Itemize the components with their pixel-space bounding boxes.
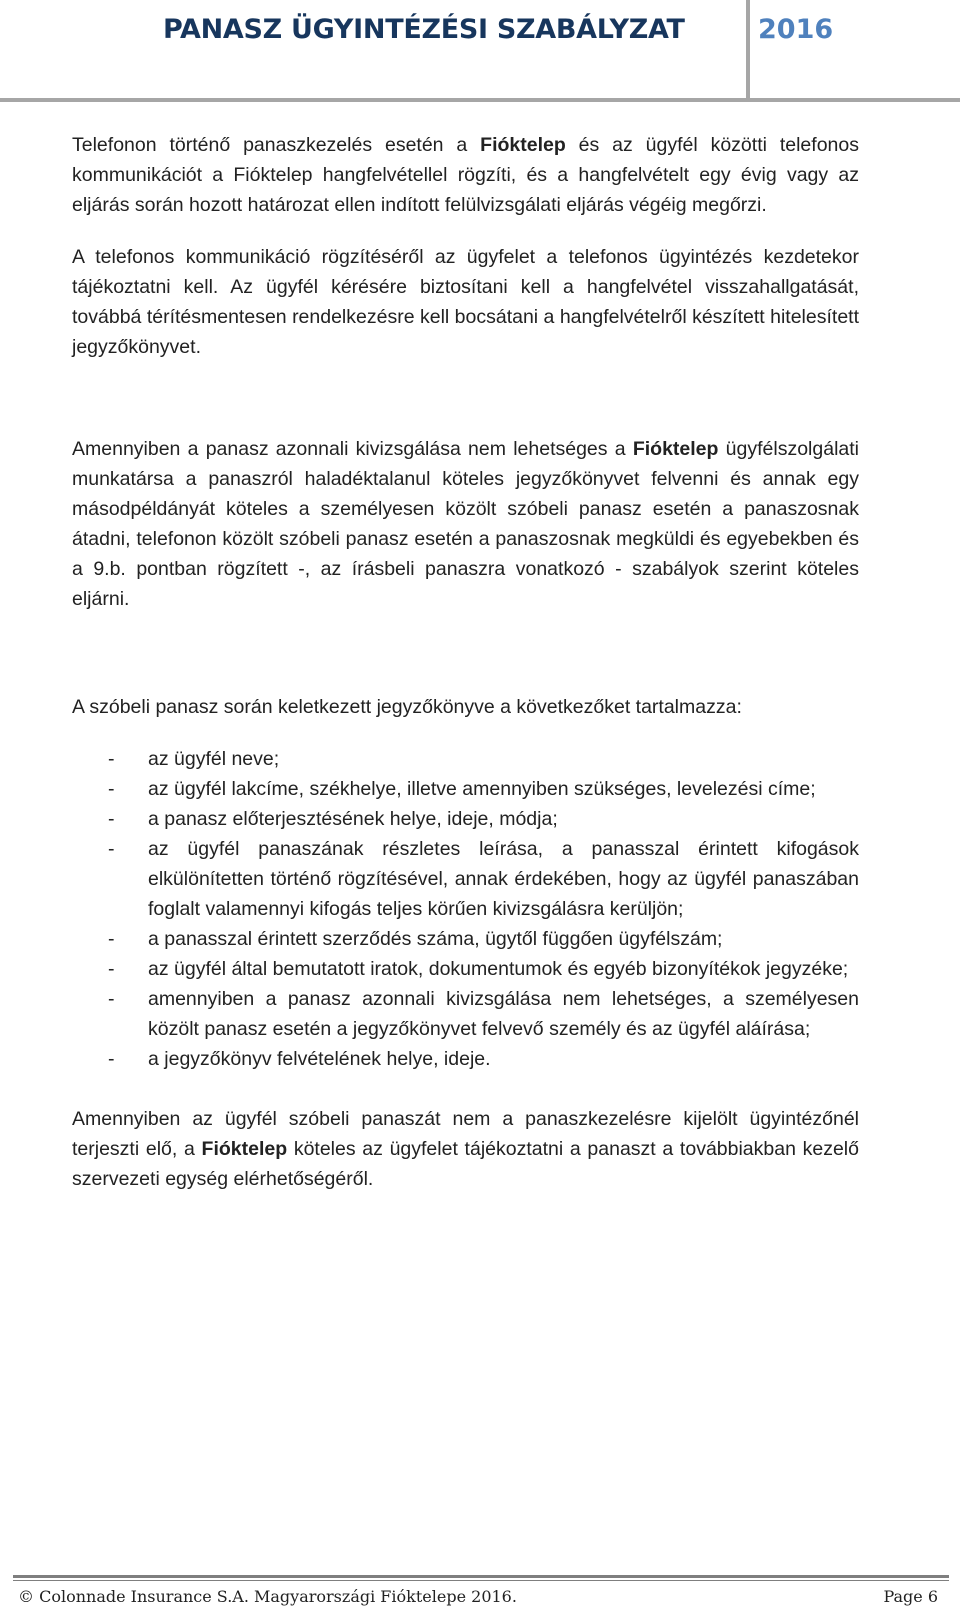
page-header (0, 0, 960, 100)
paragraph-phone-recording: Telefonon történő panaszkezelés esetén a Fióktelep és az ügyfél közötti telefonos kommunikációt a Fióktelep hangfelvétellel rögzíti, és a hangfelvételt egy évig vagy az eljárás során hozott határozat ellen indított felülvizsgálati eljárás végéig megőrzi. (72, 134, 859, 216)
paragraph-wrong-handler: Amennyiben az ügyfél szóbeli panaszát nem a panaszkezelésre kijelölt ügyintézőnél terjeszti elő, a Fióktelep köteles az ügyfelet tájékoztatni a panaszt a továbbiakban kezelő szervezeti egység elérhetőségéről. (72, 1108, 859, 1190)
paragraph-minutes-contents-intro: A szóbeli panasz során keletkezett jegyzőkönyve a következőket tartalmazza: (72, 696, 742, 718)
header-divider-vertical (746, 0, 750, 98)
list-item: - a panasszal érintett szerződés száma, ügytől függően ügyfélszám; (72, 924, 859, 954)
list-item: - a panasz előterjesztésének helye, ideje, módja; (72, 804, 859, 834)
list-item: - a jegyzőkönyv felvételének helye, ideje. (72, 1044, 859, 1074)
bold-fioktelep: Fióktelep (480, 134, 566, 156)
footer-copyright: © Colonnade Insurance S.A. Magyarországi Fióktelepe 2016. (18, 1587, 517, 1606)
page-body (72, 130, 859, 1194)
list-item: - az ügyfél lakcíme, székhelye, illetve amennyiben szükséges, levelezési címe; (72, 774, 859, 804)
document-title: PANASZ ÜGYINTÉZÉSI SZABÁLYZAT (163, 14, 685, 45)
bold-fioktelep: Fióktelep (632, 438, 719, 460)
list-item: - amennyiben a panasz azonnali kivizsgálása nem lehetséges, a személyesen közölt panasz esetén a jegyzőkönyvet felvevő személy és az ügyfél aláírása; (72, 984, 859, 1044)
footer-rule-thin (13, 1580, 949, 1581)
document-year: 2016 (758, 14, 834, 45)
page-number: Page 6 (883, 1587, 938, 1606)
list-item: - az ügyfél neve; (72, 744, 859, 774)
bold-fioktelep: Fióktelep (201, 1138, 288, 1160)
header-divider-horizontal (0, 98, 960, 102)
list-item: - az ügyfél panaszának részletes leírása, a panasszal érintett kifogások elkülönítetten történő rögzítésével, annak érdekében, hogy az ügyfél panaszában foglalt valamennyi kifogás teljes körűen kivizsgálásra kerüljön; (72, 834, 859, 924)
minutes-contents-list (72, 744, 859, 1074)
list-item: - az ügyfél által bemutatott iratok, dokumentumok és egyéb bizonyítékok jegyzéke; (72, 954, 859, 984)
footer-rule-thick (13, 1575, 949, 1578)
paragraph-minutes: Amennyiben a panasz azonnali kivizsgálása nem lehetséges a Fióktelep ügyfélszolgálati munkatársa a panaszról haladéktalanul köteles jegyzőkönyvet felvenni és annak egy másodpéldányát köteles a személyesen közölt szóbeli panasz esetén a panaszosnak átadni, telefonon közölt szóbeli panasz esetén a panaszosnak megküldi és egyebekben és a 9.b. pontban rögzített -, az írásbeli panaszra vonatkozó - szabályok szerint köteles eljárni. (72, 438, 859, 610)
paragraph-recording-notice: A telefonos kommunikáció rögzítéséről az ügyfelet a telefonos ügyintézés kezdetekor tájékoztatni kell. Az ügyfél kérésére biztosítani kell a hangfelvétel visszahallgatását, továbbá térítésmentesen rendelkezésre kell bocsátani a hangfelvételről készített hitelesített jegyzőkönyvet. (72, 246, 859, 358)
